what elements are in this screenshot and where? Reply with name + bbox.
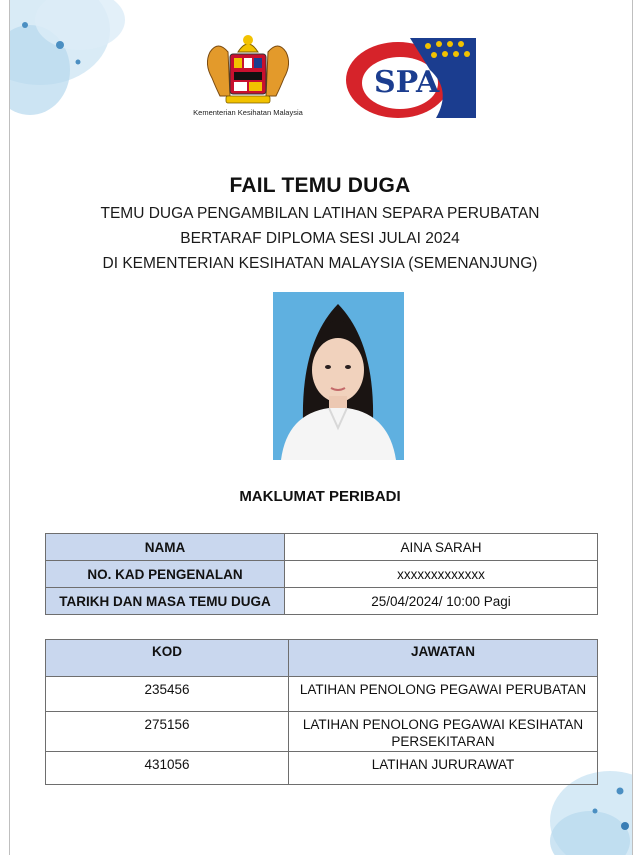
cell-kod: 431056 [46,752,289,785]
table-header-row [46,640,598,677]
kkm-crest-logo [190,30,306,120]
document-title: FAIL TEMU DUGA [229,174,411,197]
table-row [46,561,598,588]
positions-table [45,639,598,785]
table-row [46,677,598,712]
table-row [46,752,598,785]
personal-info-table [45,533,598,615]
info-value-interview-date: 25/04/2024/ 10:00 Pagi [285,588,598,615]
coat-of-arms-icon [190,30,306,120]
info-label-nama: NAMA [46,534,285,561]
info-label-interview-date: TARIKH DAN MASA TEMU DUGA [46,588,285,615]
portrait-image [273,292,404,460]
subtitle-line-3: DI KEMENTERIAN KESIHATAN MALAYSIA (SEMENANJUNG) [102,255,538,272]
info-label-ic: NO. KAD PENGENALAN [46,561,285,588]
subtitle-line-1: TEMU DUGA PENGAMBILAN LATIHAN SEPARA PERUBATAN [100,205,540,222]
spa-emblem-icon [340,30,480,122]
watercolor-splash-top-left [9,0,150,140]
table-row [46,712,598,752]
candidate-photo [273,292,404,460]
spa-logo [340,30,480,122]
table-row [46,534,598,561]
info-value-ic: xxxxxxxxxxxxx [285,561,598,588]
kkm-caption: Kementerian Kesihatan Malaysia [193,108,303,117]
subtitle-line-2: BERTARAF DIPLOMA SESI JULAI 2024 [180,230,460,247]
table-row [46,588,598,615]
info-value-nama: AINA SARAH [285,534,598,561]
cell-kod: 275156 [46,712,289,752]
cell-jawatan: LATIHAN JURURAWAT [289,752,598,785]
column-header-kod: KOD [46,640,289,677]
spa-logo-text: SPA [374,65,440,100]
cell-jawatan: LATIHAN PENOLONG PEGAWAI KESIHATAN PERSEKITARAN [289,712,598,752]
cell-jawatan: LATIHAN PENOLONG PEGAWAI PERUBATAN [289,677,598,712]
cell-kod: 235456 [46,677,289,712]
section-title-personal-info: MAKLUMAT PERIBADI [239,488,401,505]
column-header-jawatan: JAWATAN [289,640,598,677]
